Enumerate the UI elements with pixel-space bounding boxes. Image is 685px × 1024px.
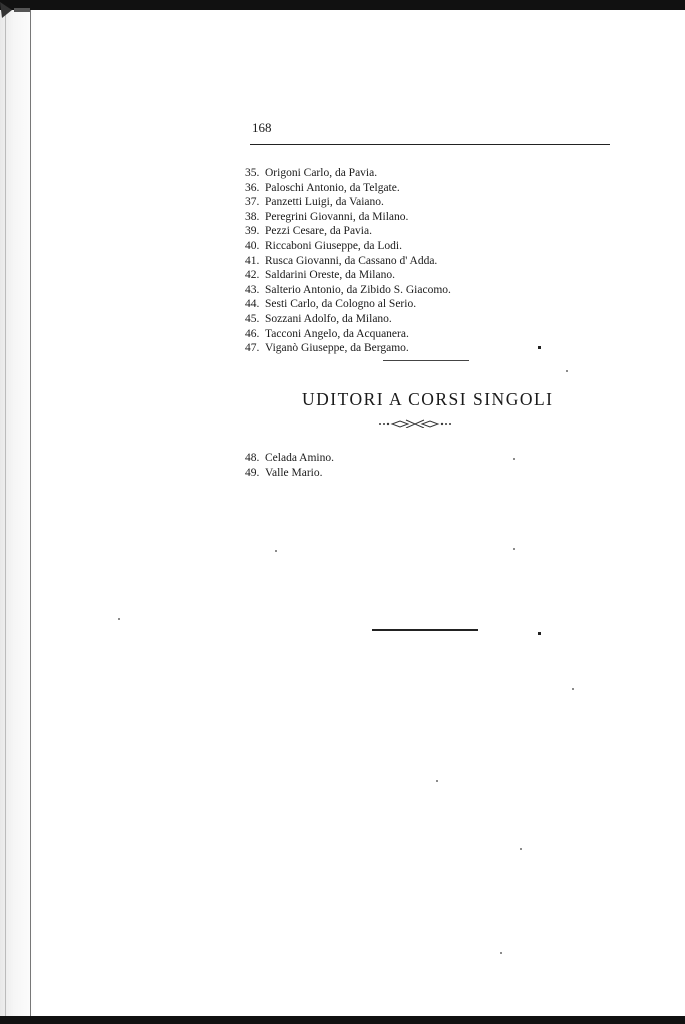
scan-dot [436, 780, 438, 782]
scan-dot [275, 550, 277, 552]
list-item: 42. Saldarini Oreste, da Milano. [245, 269, 395, 282]
section-divider [383, 360, 469, 361]
scan-edge-line [5, 8, 6, 1018]
header-rule [250, 144, 610, 145]
auditor-list [245, 451, 334, 480]
scan-dot [513, 458, 515, 460]
list-item: 47. Viganò Giuseppe, da Bergamo. [245, 342, 409, 355]
scan-dot [500, 952, 502, 954]
list-item: 44. Sesti Carlo, da Cologno al Serio. [245, 298, 417, 311]
list-item: 45. Sozzani Adolfo, da Milano. [245, 312, 392, 325]
student-list [245, 166, 451, 356]
scan-dot [520, 848, 522, 850]
list-item: 43. Salterio Antonio, da Zibido S. Giacomo. [245, 283, 451, 296]
scan-dot [566, 370, 568, 372]
list-item: 48. Celada Amino. [245, 452, 334, 464]
page-number: 168 [252, 120, 272, 135]
section-title: UDITORI A CORSI SINGOLI [302, 389, 554, 409]
scan-bottom-border [0, 1016, 685, 1024]
end-rule [372, 629, 478, 631]
list-item: 40. Riccaboni Giuseppe, da Lodi. [245, 239, 403, 252]
flourish-ornament-icon [378, 418, 452, 428]
list-item: 49. Valle Mario. [245, 466, 323, 479]
list-item: 35. Origoni Carlo, da Pavia. [245, 167, 378, 179]
scan-speck [538, 346, 541, 349]
scan-binding-line [30, 8, 31, 1018]
list-item: 46. Tacconi Angelo, da Acquanera. [245, 327, 409, 340]
list-item: 39. Pezzi Cesare, da Pavia. [245, 225, 372, 238]
list-item: 36. Paloschi Antonio, da Telgate. [245, 181, 400, 194]
list-item: 38. Peregrini Giovanni, da Milano. [245, 210, 409, 223]
scan-speck [538, 632, 541, 635]
scan-dot [513, 548, 515, 550]
list-item: 41. Rusca Giovanni, da Cassano d' Adda. [245, 254, 438, 267]
scan-corner-mark-icon [0, 0, 38, 20]
scan-dot [118, 618, 120, 620]
scan-dot [572, 688, 574, 690]
list-item: 37. Panzetti Luigi, da Vaiano. [245, 196, 384, 209]
scan-top-border [0, 0, 685, 10]
